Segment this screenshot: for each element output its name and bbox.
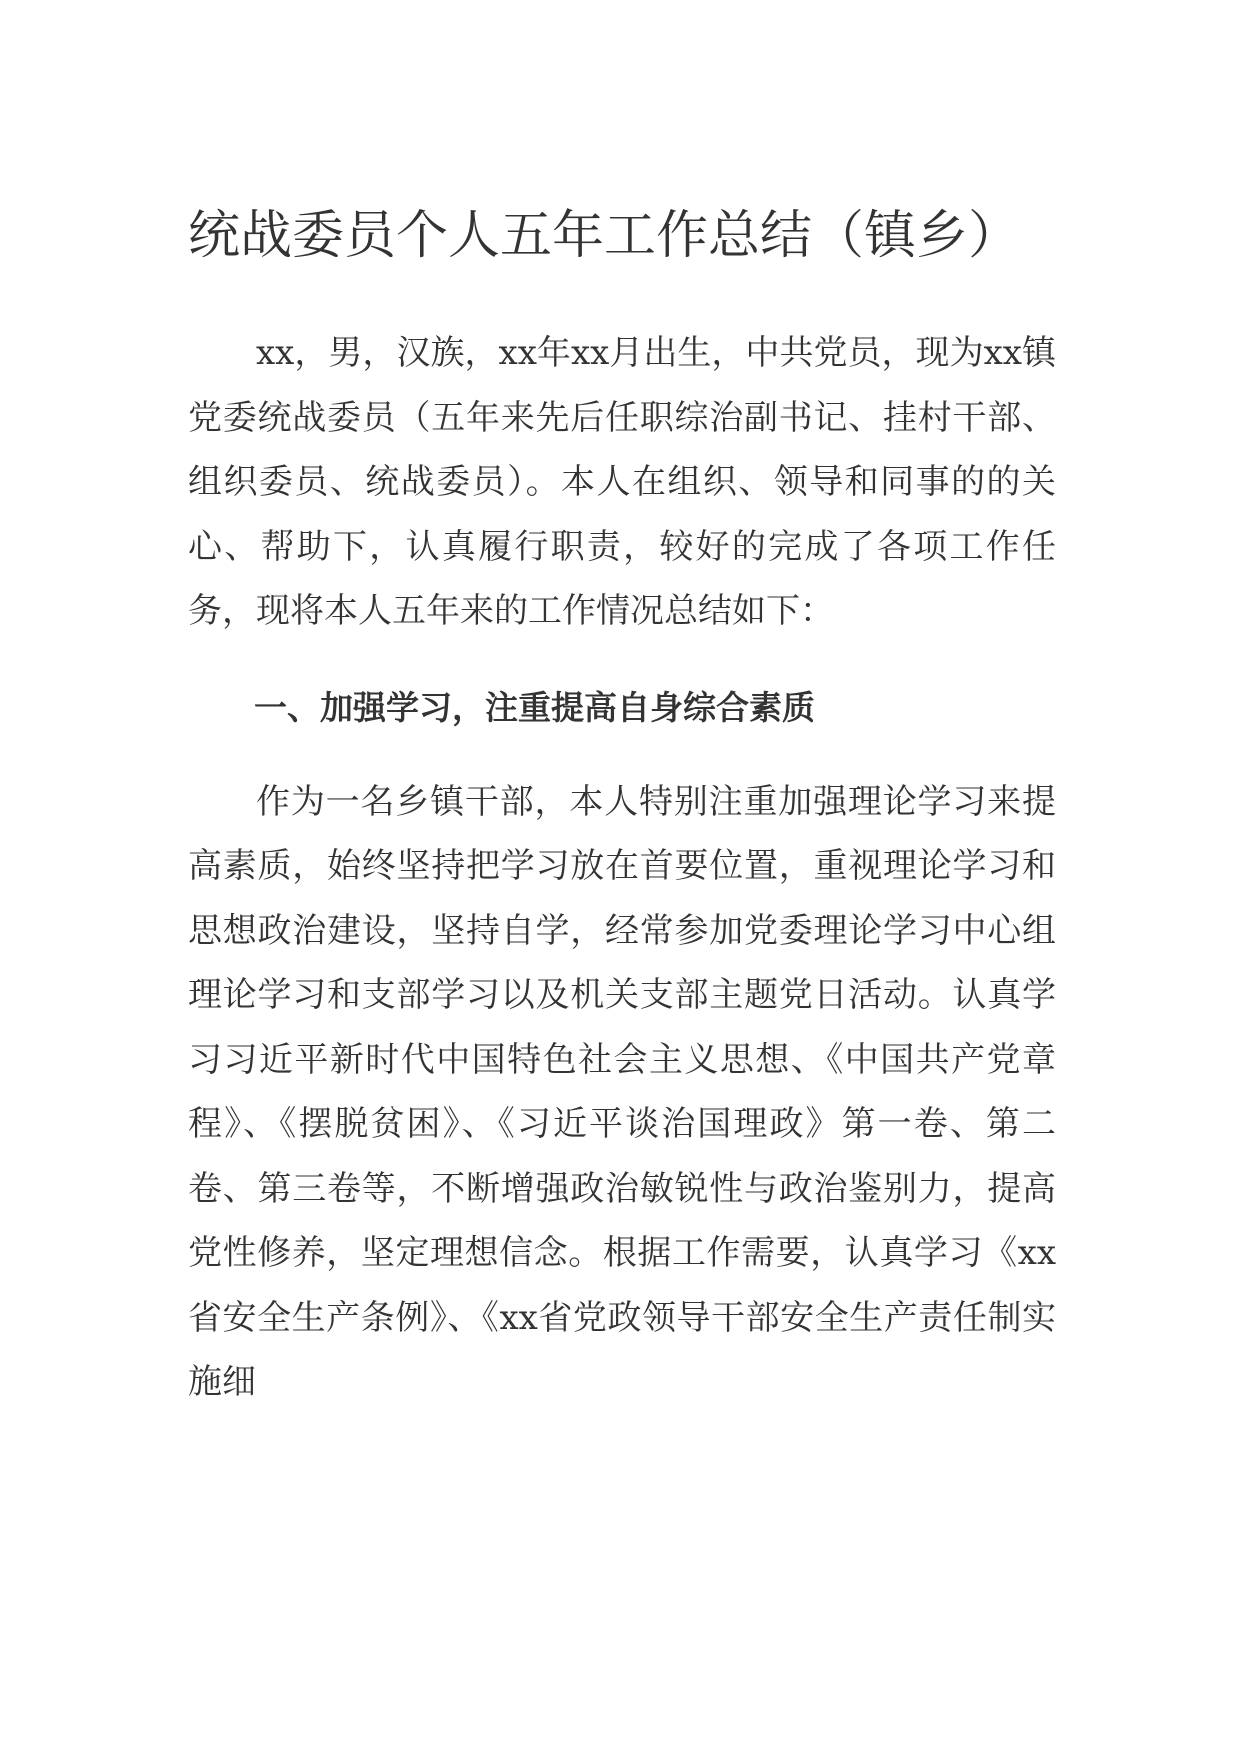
section-heading: 一、加强学习，注重提高自身综合素质 xyxy=(254,687,815,727)
section-paragraph: 作为一名乡镇干部，本人特别注重加强理论学习来提高素质，始终坚持把学习放在首要位置，重视理论学习和思想政治建设，坚持自学，经常参加党委理论学习中心组理论学习和支部学习以及机关支部主题党日活动。认真学习习近平新时代中国特色社会主义思想、《中国共产党章程》、《摆脱贫困》、《习近平谈治国理政》第一卷、第二卷、第三卷等，不断增强政治敏锐性与政治鉴别力，提高党性修养，坚定理想信念。根据工作需要，认真学习《xx省安全生产条例》、《xx省党政领导干部安全生产责任制实施细 xyxy=(188,781,1056,1402)
intro-paragraph: xx，男，汉族，xx年xx月出生，中共党员，现为xx镇党委统战委员（五年来先后任职综治副书记、挂村干部、组织委员、统战委员）。本人在组织、领导和同事的的关心、帮助下，认真履行职责，较好的完成了各项工作任务，现将本人五年来的工作情况总结如下： xyxy=(188,333,1056,631)
document-title: 统战委员个人五年工作总结（镇乡） xyxy=(188,206,1021,266)
document-body xyxy=(188,206,1056,1415)
